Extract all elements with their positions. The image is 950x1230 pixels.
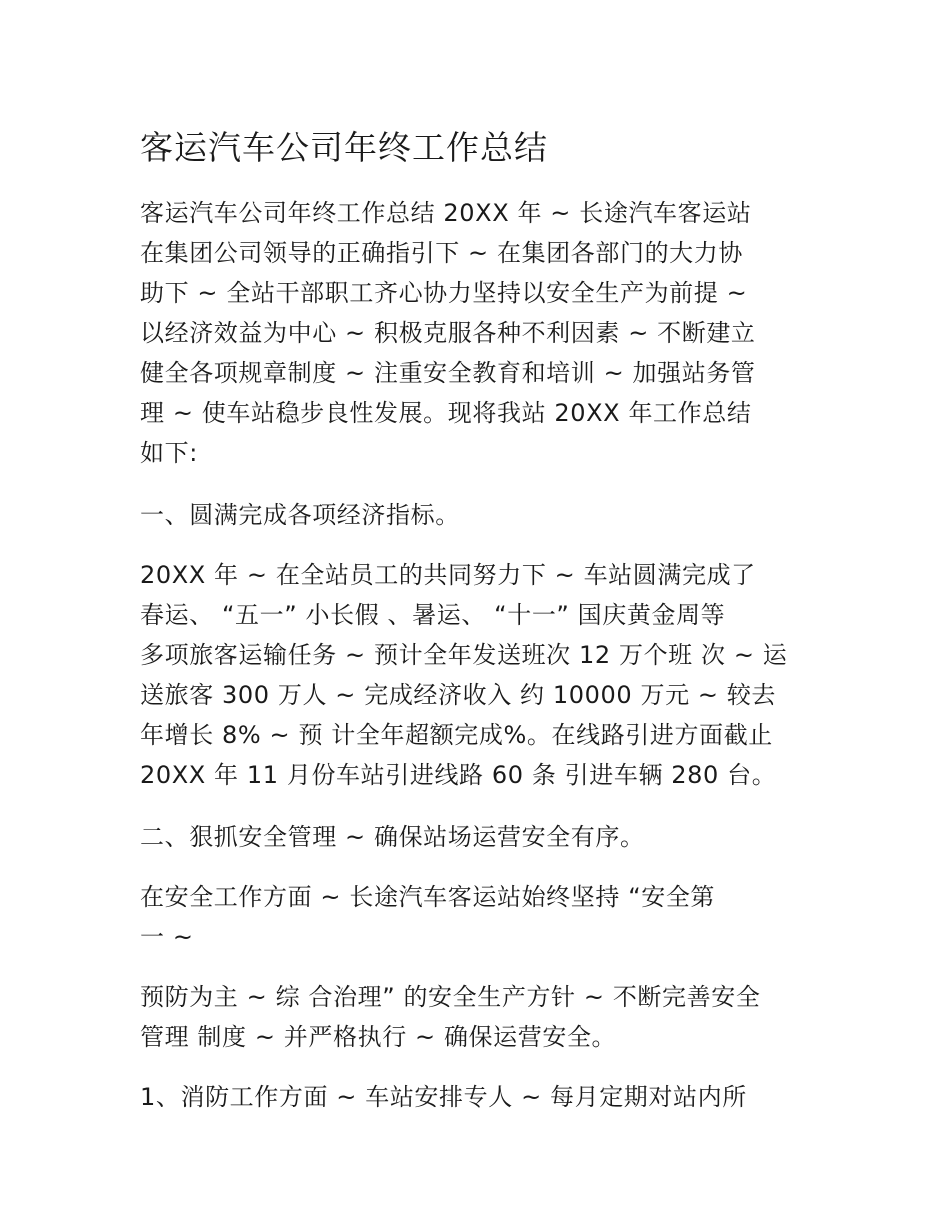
paragraph-3-line-2: 一 ~ bbox=[140, 923, 194, 951]
paragraph-1-line-7: 如下: bbox=[140, 439, 198, 467]
paragraph-1-line-4: 以经济效益为中心 ~ 积极克服各种不利因素 ~ 不断建立 bbox=[140, 319, 756, 347]
section-heading-1: 一、圆满完成各项经济指标。 bbox=[140, 501, 460, 529]
paragraph-2-line-6: 20XX 年 11 月份车站引进线路 60 条 引进车辆 280 台。 bbox=[140, 761, 777, 789]
paragraph-1-line-2: 在集团公司领导的正确指引下 ~ 在集团各部门的大力协 bbox=[140, 239, 743, 267]
paragraph-3-line-1: 在安全工作方面 ~ 长途汽车客运站始终坚持 “安全第 bbox=[140, 883, 716, 911]
paragraph-1-line-3: 助下 ~ 全站干部职工齐心协力坚持以安全生产为前提 ~ bbox=[140, 279, 748, 307]
paragraph-2-line-4: 送旅客 300 万人 ~ 完成经济收入 约 10000 万元 ~ 较去 bbox=[140, 681, 777, 709]
paragraph-2-line-1: 20XX 年 ~ 在全站员工的共同努力下 ~ 车站圆满完成了 bbox=[140, 561, 756, 589]
paragraph-2-line-2: 春运、 “五一” 小长假 、暑运、 “十一” 国庆黄金周等 bbox=[140, 601, 726, 629]
paragraph-1-line-5: 健全各项规章制度 ~ 注重安全教育和培训 ~ 加强站务管 bbox=[140, 359, 756, 387]
paragraph-4-line-1: 预防为主 ~ 综 合治理” 的安全生产方针 ~ 不断完善安全 bbox=[140, 983, 761, 1011]
section-heading-2: 二、狠抓安全管理 ~ 确保站场运营安全有序。 bbox=[140, 823, 645, 851]
paragraph-1-line-1: 客运汽车公司年终工作总结 20XX 年 ~ 长途汽车客运站 bbox=[140, 199, 752, 227]
document-title: 客运汽车公司年终工作总结 bbox=[140, 128, 548, 167]
paragraph-5-line-1: 1、消防工作方面 ~ 车站安排专人 ~ 每月定期对站内所 bbox=[140, 1083, 747, 1111]
paragraph-4-line-2: 管理 制度 ~ 并严格执行 ~ 确保运营安全。 bbox=[140, 1023, 617, 1051]
paragraph-1-line-6: 理 ~ 使车站稳步良性发展。现将我站 20XX 年工作总结 bbox=[140, 399, 752, 427]
paragraph-2-line-3: 多项旅客运输任务 ~ 预计全年发送班次 12 万个班 次 ~ 运 bbox=[140, 641, 788, 669]
paragraph-2-line-5: 年增长 8% ~ 预 计全年超额完成%。在线路引进方面截止 bbox=[140, 721, 773, 749]
